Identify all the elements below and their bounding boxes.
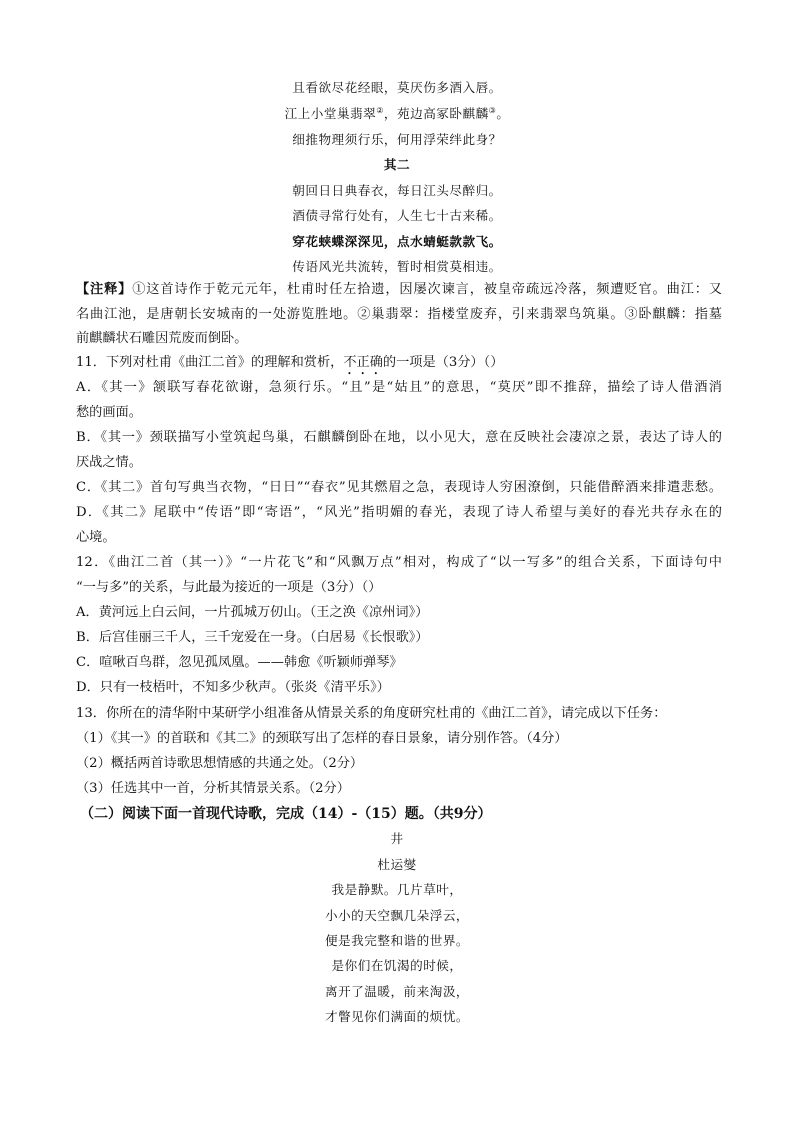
q13-part2: （2）概括两首诗歌思想情感的共通之处。（2分） (76, 756, 364, 771)
q13-part1: （1）《其一》的首联和《其二》的颈联写出了怎样的春日景象，请分别作答。（4分） (76, 731, 568, 746)
poem1-line3: 细推物理须行乐，何用浮荣绊此身？ (292, 132, 502, 147)
q12-stem-line1: 12．《曲江二首（其一）》“一片花飞”和“风飘万点”相对，构成了“以一写多”的组合关系，下面诗句中 (76, 555, 722, 570)
poem3-author: 杜运燮 (377, 857, 417, 872)
poem1-line1: 且看欲尽花经眼，莫厌伤多酒入唇。 (292, 80, 502, 95)
q11-option-b-line1: B．《其一》颈联描写小堂筑起鸟巢，石麒麟倒卧在地，以小见大，意在反映社会凄凉之景，表达了诗人的 (76, 430, 722, 445)
poem3-line5: 离开了温暖，前来淘汲， (324, 984, 470, 999)
poem1-line2: 江上小堂巢翡翠②，苑边高冢卧麒麟③。 (284, 106, 510, 121)
poem3-line4: 是你们在饥渴的时候， (331, 958, 463, 973)
poem2-line3: 穿花蛱蝶深深见，点水蜻蜓款款飞。 (292, 234, 502, 249)
q11-option-d-line1: D．《其二》尾联中“传语”即“寄语”，“风光”指明媚的春光，表现了诗人希望与美好的春光共存永在的 (76, 505, 722, 520)
poem3-title: 井 (390, 831, 404, 846)
q11-option-a-line2: 愁的画面。 (76, 405, 142, 420)
q12-stem-line2: “一与多”的关系，与此最为接近的一项是（3分）（） (76, 580, 382, 595)
poem3-line6: 才瞥见你们满面的烦忧。 (324, 1009, 470, 1024)
poem3-line3: 便是我完整和谐的世界。 (324, 933, 470, 948)
q12-option-c: C．喧啾百鸟群，忽见孤凤凰。——韩愈《听颖师弹琴》 (76, 655, 403, 670)
q11-option-b-line2: 厌战之情。 (76, 455, 142, 470)
notes-line1: 【注释】①这首诗作于乾元元年，杜甫时任左拾遗，因屡次谏言，被皇帝疏远冷落，频遭贬官。曲江：又 (76, 282, 722, 297)
q13-stem: 13．你所在的清华附中某研学小组准备从情景关系的角度研究杜甫的《曲江二首》，请完成以下任务： (76, 706, 667, 721)
notes-label: 【注释】 (76, 282, 133, 297)
q11-option-c: C．《其二》首句写典当衣物，“日日”“春衣”见其燃眉之急，表现诗人穷困潦倒，只能借醉酒来排遣悲愁。 (76, 480, 722, 495)
poem2-line1: 朝回日日典春衣，每日江头尽醉归。 (292, 183, 502, 198)
poem2-line4: 传语风光共流转，暂时相赏莫相违。 (292, 259, 502, 274)
poem2-title: 其二 (383, 157, 411, 172)
poem3-line1: 我是静默。几片草叶， (331, 882, 463, 897)
q12-option-a: A．黄河远上白云间，一片孤城万仞山。（王之涣《凉州词》） (76, 605, 429, 620)
notes-line2: 名曲江池，是唐朝长安城南的一处游览胜地。②巢翡翠：指楼堂废弃，引来翡翠鸟筑巢。③卧麒麟：指墓 (76, 307, 722, 322)
q12-option-d: D．只有一枝梧叶，不知多少秋声。（张炎《清平乐》） (76, 680, 390, 695)
q11-stem: 11．下列对杜甫《曲江二首》的理解和赏析，不正确的一项是（3分）（） (76, 355, 504, 370)
section2-heading: （二）阅读下面一首现代诗歌，完成（14）-（15）题。（共9分） (80, 806, 492, 822)
q13-part3: （3）任选其中一首，分析其情景关系。（2分） (76, 781, 350, 796)
notes-line3: 前麒麟状石雕因荒废而倒卧。 (76, 331, 248, 346)
poem2-line2: 酒债寻常行处有，人生七十古来稀。 (292, 208, 502, 223)
q11-option-d-line2: 心境。 (76, 530, 116, 545)
q11-emphasis: 不正确 (343, 355, 383, 370)
poem3-line2: 小小的天空飘几朵浮云， (324, 908, 470, 923)
q12-option-b: B．后宫佳丽三千人，三千宠爱在一身。（白居易《长恨歌》） (76, 630, 429, 645)
q11-option-a-line1: A．《其一》颔联写春花欲谢，急须行乐。“且”是“姑且”的意思，“莫厌”即不推辞，描绘了诗人借酒消 (76, 380, 722, 395)
